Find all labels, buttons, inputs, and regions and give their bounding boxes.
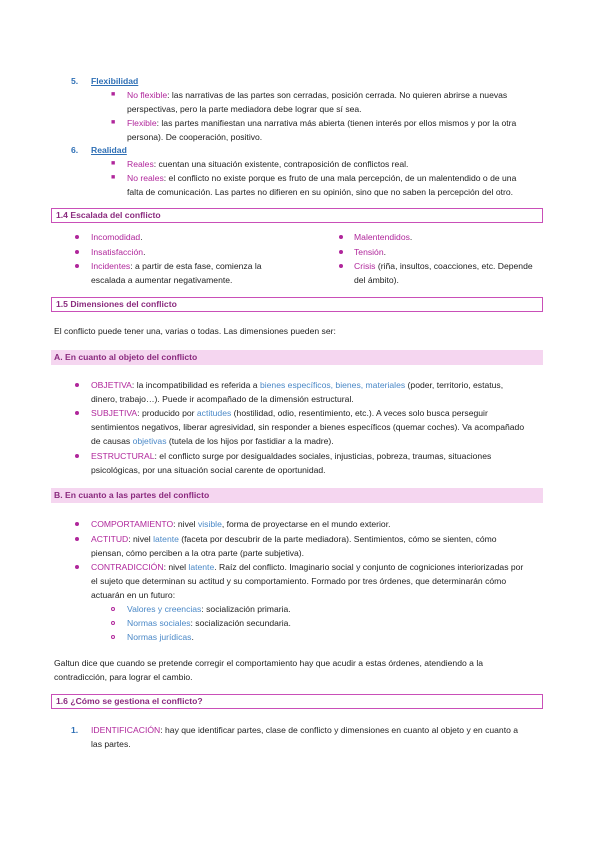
bullet-icon	[75, 454, 79, 458]
list-item: OBJETIVA: la incompatibilidad es referida a bienes específicos, bienes, materiales (poder, territorio, estatus,	[91, 380, 504, 390]
square-bullet-icon: ■	[111, 174, 116, 181]
bullet-icon	[75, 250, 79, 254]
sub-list-item: Normas sociales: socialización secundaria.	[127, 618, 291, 628]
list-item-line: actuarán en un futuro:	[91, 590, 176, 600]
list-number-6: 6.	[71, 145, 79, 155]
list-item-line: sentimientos negativos, liberar agresividad, sin responder a bienes específicos (quemar coches). Va acompañado	[91, 422, 525, 432]
bullet-icon	[75, 383, 79, 387]
circle-bullet-icon	[111, 607, 115, 611]
list-item-line: falta de comunicación. Las partes no difieren en su opinión, sino que no saben la percepción del otro.	[127, 187, 514, 197]
bullet-icon	[75, 537, 79, 541]
list-item: Malentendidos.	[354, 232, 413, 242]
list-item-line: perspectivas, pero la parte mediadora debe lograr que sí sea.	[127, 104, 362, 114]
list-item: SUBJETIVA: producido por actitudes (hostilidad, odio, resentimiento, etc.). A veces solo busca perseguir	[91, 408, 488, 418]
square-bullet-icon: ■	[111, 119, 116, 126]
bullet-icon	[339, 264, 343, 268]
list-item-line: escalada a aumentar negativamente.	[91, 275, 233, 285]
heading-flexibilidad: Flexibilidad	[91, 76, 139, 86]
bullet-icon	[339, 250, 343, 254]
list-item: Incidentes: a partir de esta fase, comienza la	[91, 261, 262, 271]
bullet-icon	[75, 235, 79, 239]
list-item: No reales: el conflicto no existe porque es fruto de una mala percepción, de un malentendido o de una	[127, 173, 517, 183]
bullet-icon	[75, 264, 79, 268]
bullet-icon	[339, 235, 343, 239]
list-item: No flexible: las narrativas de las partes son cerradas, posición cerrada. No quieren abrirse a nuevas	[127, 90, 508, 100]
list-item: IDENTIFICACIÓN: hay que identificar partes, clase de conflicto y dimensiones en cuanto al objeto y en cuanto a	[91, 725, 519, 735]
list-item-line: de causas objetivas (tutela de los hijos por fastidiar a la madre).	[91, 436, 334, 446]
list-number-1: 1.	[71, 725, 79, 735]
section-heading-1-5: 1.5 Dimensiones del conflicto	[56, 299, 177, 309]
sub-list-item: Valores y creencias: socialización primaria.	[127, 604, 291, 614]
list-item: CONTRADICCIÓN: nivel latente. Raíz del conflicto. Imaginario social y conjunto de cogniciones interiorizadas por	[91, 562, 524, 572]
list-item-line: psicológicas, por una situación social carente de oportunidad.	[91, 465, 326, 475]
sub-list-item: Normas jurídicas.	[127, 632, 194, 642]
bullet-icon	[75, 411, 79, 415]
list-item: Reales: cuentan una situación existente, contraposición de conflictos real.	[127, 159, 409, 169]
list-item: ACTITUD: nivel latente (faceta por descubrir de la parte mediadora). Sentimientos, cómo se sienten, cómo	[91, 534, 497, 544]
bullet-icon	[75, 522, 79, 526]
paragraph-line: Galtun dice que cuando se pretende corregir el comportamiento hay que acudir a estas órdenes, atendiendo a la	[54, 658, 484, 668]
bullet-icon	[75, 565, 79, 569]
list-item-line: del ámbito).	[354, 275, 399, 285]
list-item: Tensión.	[354, 247, 387, 257]
list-number-5: 5.	[71, 76, 79, 86]
paragraph: El conflicto puede tener una, varias o todas. Las dimensiones pueden ser:	[54, 326, 336, 336]
circle-bullet-icon	[111, 621, 115, 625]
list-item: COMPORTAMIENTO: nivel visible, forma de proyectarse en el mundo exterior.	[91, 519, 391, 529]
list-item-line: las partes.	[91, 739, 131, 749]
paragraph-line: contradicción, para lograr el cambio.	[54, 672, 193, 682]
subsection-heading-a: A. En cuanto al objeto del conflicto	[54, 352, 198, 362]
square-bullet-icon: ■	[111, 91, 116, 98]
list-item: Flexible: las partes manifiestan una narrativa más abierta (tienen interés por ellos mismos y por la otra	[127, 118, 517, 128]
subsection-heading-b: B. En cuanto a las partes del conflicto	[54, 490, 210, 500]
list-item-line: el sujeto que determinan su actitud y su comportamiento. Formado por tres órdenes, que determinarán cómo	[91, 576, 507, 586]
section-heading-1-6: 1.6 ¿Cómo se gestiona el conflicto?	[56, 696, 203, 706]
list-item: Incomodidad.	[91, 232, 143, 242]
list-item-line: persona). De cooperación, positivo.	[127, 132, 263, 142]
section-heading-1-4: 1.4 Escalada del conflicto	[56, 210, 161, 220]
list-item-line: dinero, trabajo…). Puede ir acompañado de la dimensión estructural.	[91, 394, 354, 404]
circle-bullet-icon	[111, 635, 115, 639]
heading-realidad: Realidad	[91, 145, 127, 155]
list-item-line: piensan, cómo perciben a la otra parte (parte subjetiva).	[91, 548, 305, 558]
list-item: ESTRUCTURAL: el conflicto surge por desigualdades sociales, injusticias, pobreza, traumas, situaciones	[91, 451, 492, 461]
list-item: Insatisfacción.	[91, 247, 146, 257]
square-bullet-icon: ■	[111, 160, 116, 167]
list-item: Crisis (riña, insultos, coacciones, etc. Depende	[354, 261, 533, 271]
